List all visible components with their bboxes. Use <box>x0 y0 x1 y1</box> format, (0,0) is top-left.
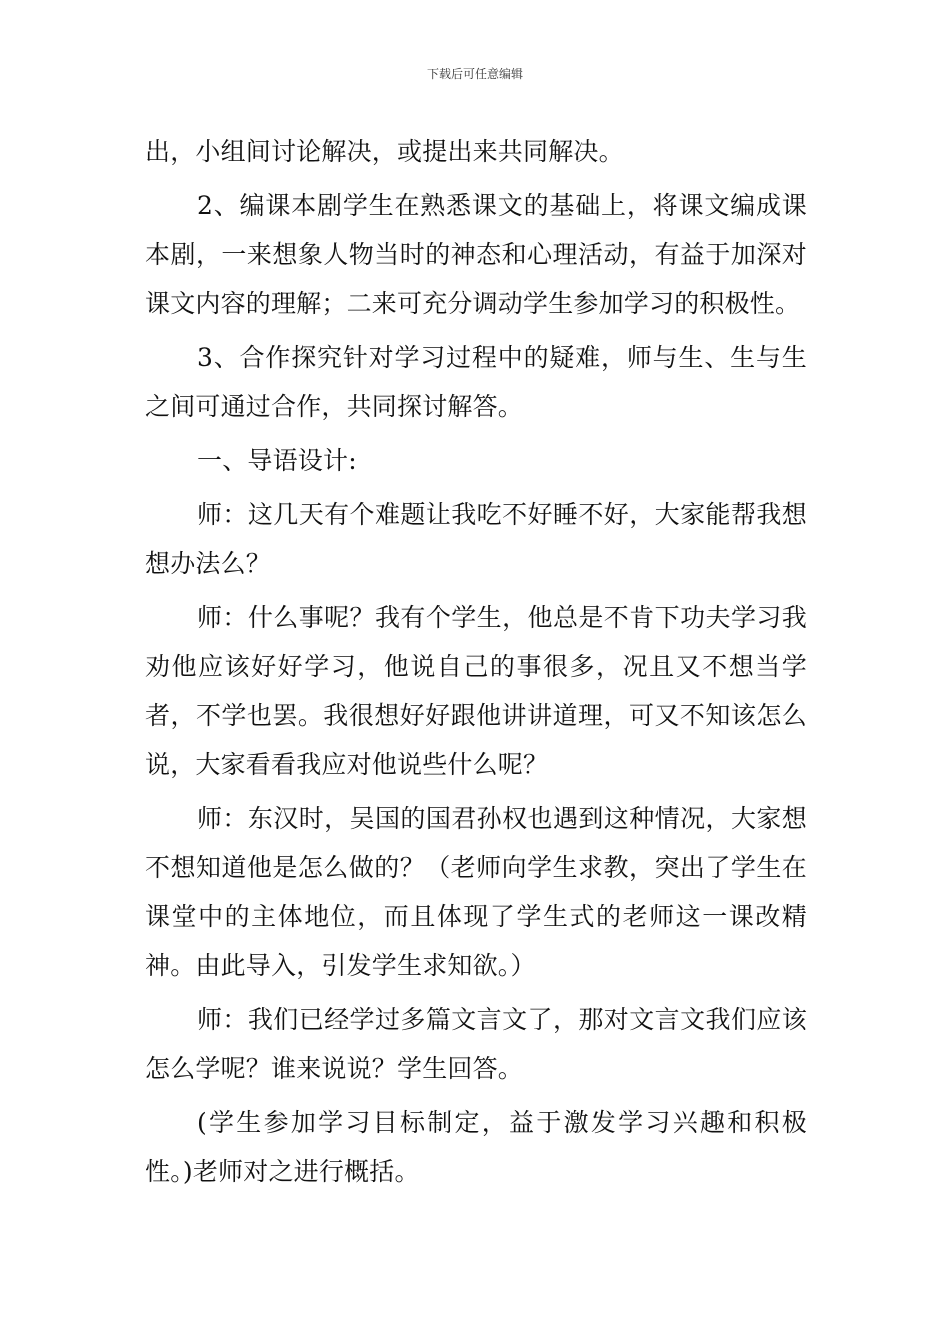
paragraph-teacher-1: 师：这几天有个难题让我吃不好睡不好，大家能帮我想想办法么？ <box>145 500 807 578</box>
paragraph-continuation: 出，小组间讨论解决，或提出来共同解决。 <box>145 137 624 166</box>
paragraph-item-3: 3、合作探究针对学习过程中的疑难，师与生、生与生之间可通过合作，共同探讨解答。 <box>145 343 807 421</box>
paragraph-note: (学生参加学习目标制定，益于激发学习兴趣和积极性。)老师对之进行概括。 <box>145 1108 807 1186</box>
paragraph-teacher-3: 师：东汉时，吴国的国君孙权也遇到这种情况，大家想不想知道他是怎么做的？（老师向学生求教，突出了学生在课堂中的主体地位，而且体现了学生式的老师这一课改精神。由此导入，引发学生求知欲。） <box>145 804 807 980</box>
paragraph-teacher-2: 师：什么事呢？我有个学生，他总是不肯下功夫学习我劝他应该好好学习，他说自己的事很多，况且又不想当学者，不学也罢。我很想好好跟他讲讲道理，可又不知该怎么说，大家看看我应对他说些什么呢？ <box>145 603 807 779</box>
paragraph-item-2: 2、编课本剧学生在熟悉课文的基础上，将课文编成课本剧，一来想象人物当时的神态和心理活动，有益于加深对课文内容的理解；二来可充分调动学生参加学习的积极性。 <box>145 191 807 318</box>
page-header-note: 下载后可任意编辑 <box>426 67 523 81</box>
document-body <box>145 127 807 1201</box>
paragraph-teacher-4: 师：我们已经学过多篇文言文了，那对文言文我们应该怎么学呢？谁来说说？学生回答。 <box>145 1005 807 1083</box>
section-heading-intro: 一、导语设计: <box>197 446 357 475</box>
